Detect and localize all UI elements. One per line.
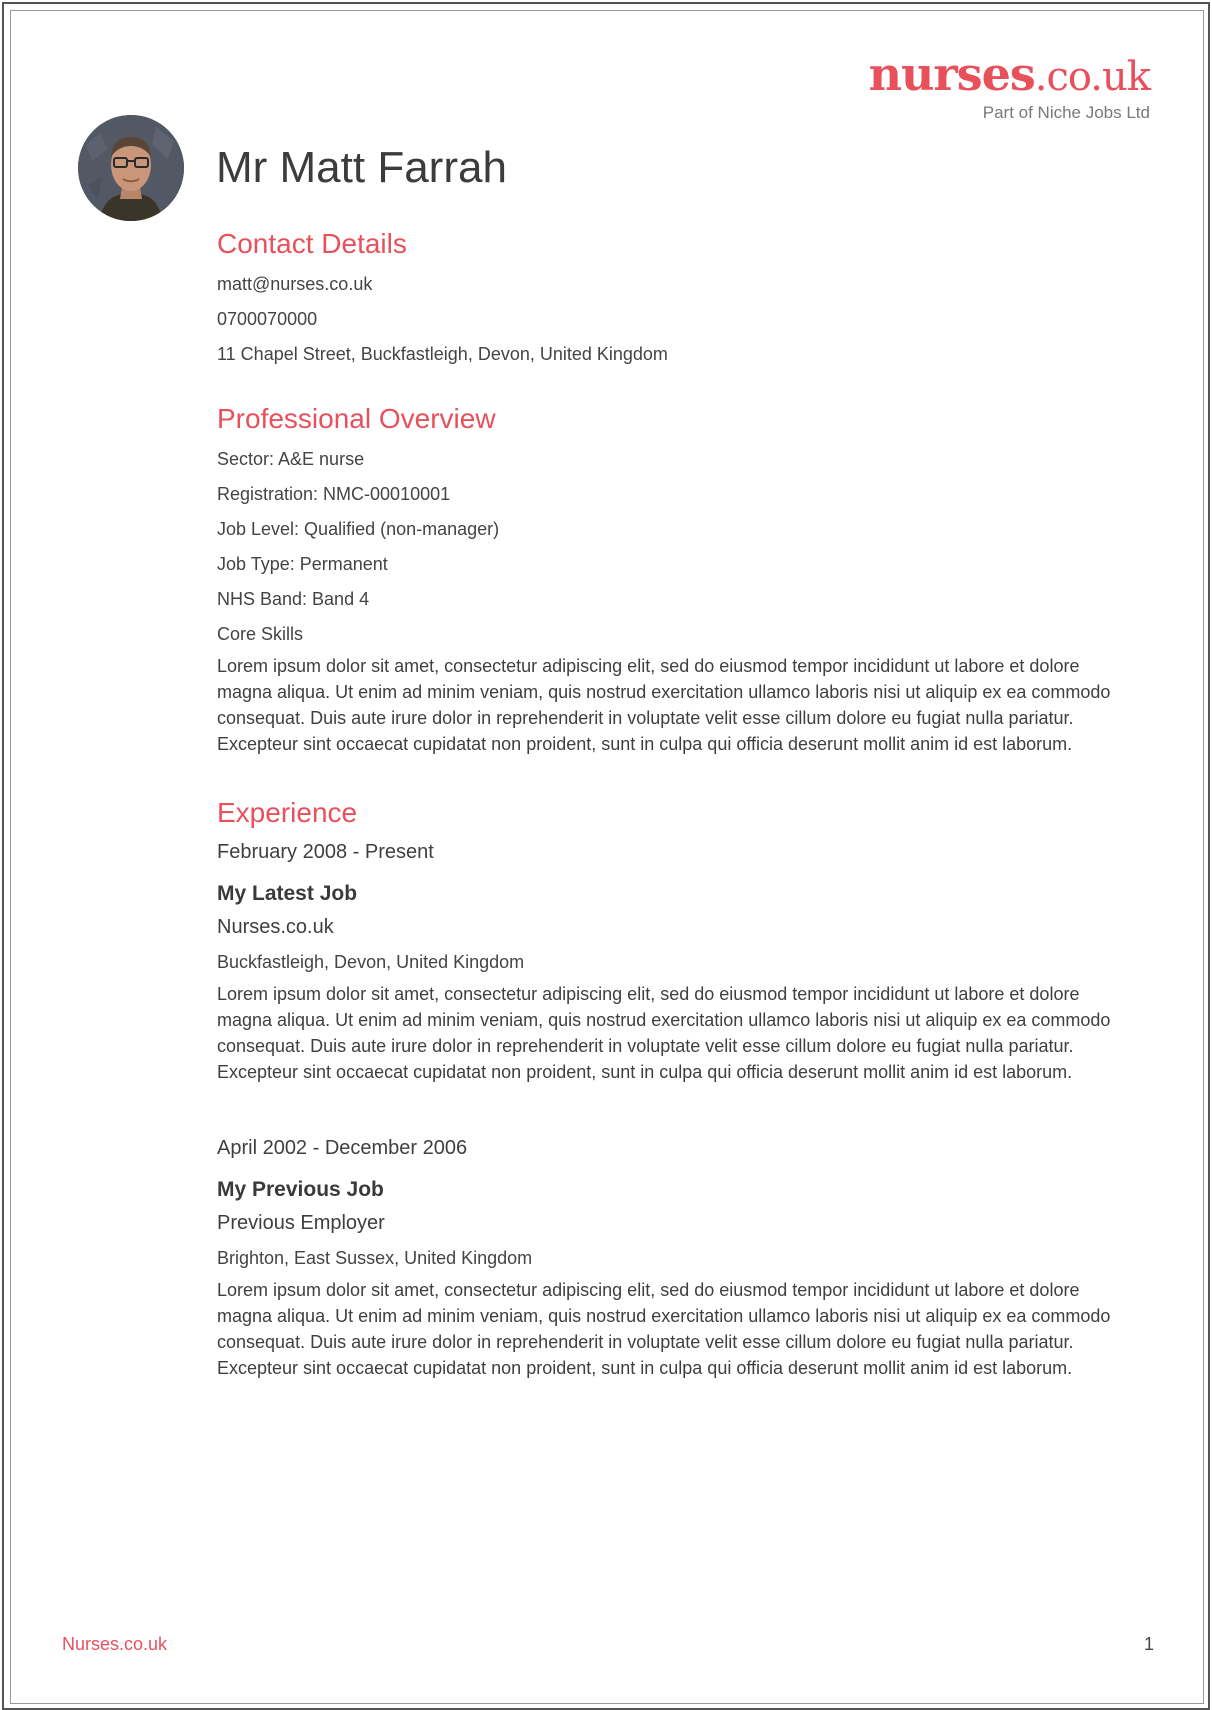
site-logo[interactable]: [868, 47, 1150, 123]
contact-section-title: Contact Details: [217, 228, 407, 259]
experience-entry: [217, 1137, 1137, 1381]
contact-phone[interactable]: 0700070000: [217, 309, 318, 329]
overview-section-title: Professional Overview: [217, 403, 496, 434]
job-description: Lorem ipsum dolor sit amet, consectetur adipiscing elit, sed do eiusmod tempor incididunt ut labore et dolore magna aliqua. Ut enim ad minim veniam, quis nostrud exercitation ullamco laboris nisi ut aliquip ex ea commodo consequat. Duis aute irure dolor in reprehenderit in voluptate velit esse cillum dolore eu fugiat nulla pariatur. Excepteur sint occaecat cupidatat non proident, sunt in culpa qui officia deserunt mollit anim id est laborum.: [217, 984, 1111, 1082]
contact-address: 11 Chapel Street, Buckfastleigh, Devon, United Kingdom: [217, 344, 668, 364]
overview-core-skills-label: Core Skills: [217, 624, 304, 644]
footer-page-number: 1: [1143, 1634, 1154, 1654]
job-employer: Nurses.co.uk: [217, 916, 334, 938]
overview-nhs-band: NHS Band: Band 4: [217, 589, 370, 609]
footer-site-link[interactable]: Nurses.co.uk: [62, 1634, 168, 1654]
job-description: Lorem ipsum dolor sit amet, consectetur adipiscing elit, sed do eiusmod tempor incididunt ut labore et dolore magna aliqua. Ut enim ad minim veniam, quis nostrud exercitation ullamco laboris nisi ut aliquip ex ea commodo consequat. Duis aute irure dolor in reprehenderit in voluptate velit esse cillum dolore eu fugiat nulla pariatur. Excepteur sint occaecat cupidatat non proident, sunt in culpa qui officia deserunt mollit anim id est laborum.: [217, 1280, 1111, 1378]
job-title: My Previous Job: [217, 1178, 384, 1201]
job-location: Buckfastleigh, Devon, United Kingdom: [217, 952, 525, 972]
experience-entry: [217, 841, 1137, 1085]
avatar-portrait-icon: [78, 115, 184, 221]
logo-tld-text: .co.uk: [1034, 54, 1150, 100]
logo-main-text: nurses: [868, 47, 1035, 101]
overview-job-type: Job Type: Permanent: [217, 554, 388, 574]
logo-wordmark: [868, 47, 1150, 101]
experience-section-title: Experience: [217, 797, 358, 828]
avatar: [78, 115, 184, 221]
overview-registration: Registration: NMC-00010001: [217, 484, 451, 504]
job-title: My Latest Job: [217, 882, 358, 905]
job-location: Brighton, East Sussex, United Kingdom: [217, 1248, 533, 1268]
candidate-name: Mr Matt Farrah: [216, 143, 507, 192]
job-dates: February 2008 - Present: [217, 841, 434, 863]
overview-job-level: Job Level: Qualified (non-manager): [217, 519, 500, 539]
logo-tagline: Part of Niche Jobs Ltd: [982, 103, 1150, 122]
job-employer: Previous Employer: [217, 1212, 385, 1234]
overview-sector: Sector: A&E nurse: [217, 449, 365, 469]
resume-content: [217, 228, 1137, 1381]
job-dates: April 2002 - December 2006: [217, 1137, 468, 1159]
overview-core-skills-text: Lorem ipsum dolor sit amet, consectetur adipiscing elit, sed do eiusmod tempor incididunt ut labore et dolore magna aliqua. Ut enim ad minim veniam, quis nostrud exercitation ullamco laboris nisi ut aliquip ex ea commodo consequat. Duis aute irure dolor in reprehenderit in voluptate velit esse cillum dolore eu fugiat nulla pariatur. Excepteur sint occaecat cupidatat non proident, sunt in culpa qui officia deserunt mollit anim id est laborum.: [217, 656, 1111, 754]
contact-email[interactable]: matt@nurses.co.uk: [217, 274, 373, 294]
